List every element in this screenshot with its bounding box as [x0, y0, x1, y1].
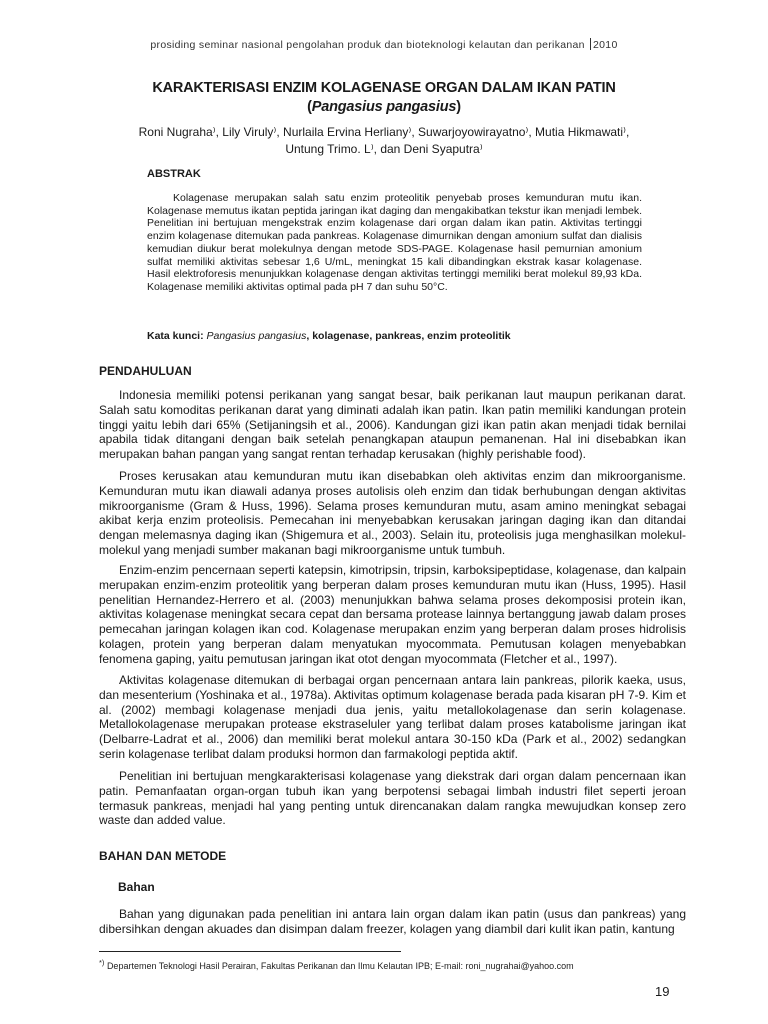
abstract-text: Kolagenase merupakan salah satu enzim proteolitik penyebab proses kemunduran mutu ikan. Kolagenase memutus ikatan peptida jaringan ikat daging dan mengakibatkan tekstur ikan menjadi lembek. Penelitian ini bertujuan mengekstrak enzim kolagenase dari organ dalam ikan patin. Aktivitas tertinggi enzim kolagenase ditemukan pada pankreas. Kolagenase dimurnikan dengan amonium sulfat dan dialisis kemudian diukur berat molekulnya dengan metode SDS-PAGE. Kolagenase hasil pemurnian amonium sulfat memiliki aktivitas sebesar 1,6 U/mL, meningkat 15 kali dibandingkan ekstrak kasar kolagenase. Hasil elektroforesis menunjukkan kolagenase dengan aktivitas tertinggi memiliki berat molekul 89,93 kDa. Kolagenase memiliki aktivitas optimal pada pH 7 dan suhu 50°C.	[147, 192, 642, 293]
footnote	[99, 958, 574, 971]
authors-line-1: Roni Nugraha⁾, Lily Viruly⁾, Nurlaila Ervina Herliany⁾, Suwarjoyowirayatno⁾, Mutia Hikmawati⁾,	[138, 125, 630, 139]
header-divider	[590, 38, 591, 50]
running-header-year: 2010	[593, 39, 618, 51]
paragraph-1: Indonesia memiliki potensi perikanan yang sangat besar, baik perikanan laut maupun perikanan darat. Salah satu komoditas perikanan darat yang diminati adalah ikan patin. Ikan patin memiliki kandungan protein tinggi yaitu lebih dari 65% (Setijaningsih et al., 2006). Kandungan gizi ikan patin akan menjadi tidak bernilai apabila tidak ditangani dengan baik setelah penangkapan ataupun pemanenan. Hal ini disebabkan ikan merupakan bahan pangan yang sangat rentan terhadap kerusakan (highly perishable food).	[99, 388, 686, 462]
paper-title	[60, 79, 708, 117]
footnote-divider	[99, 951, 401, 952]
running-header-text: prosiding seminar nasional pengolahan produk dan bioteknologi kelautan dan perikanan	[150, 39, 585, 51]
keywords-label: Kata kunci:	[147, 330, 204, 342]
subsection-heading-bahan: Bahan	[118, 880, 155, 894]
title-line-1: KARAKTERISASI ENZIM KOLAGENASE ORGAN DALAM IKAN PATIN	[152, 80, 616, 96]
footnote-marker: *)	[99, 958, 105, 967]
page-number: 19	[655, 984, 670, 999]
title-line-2	[60, 98, 708, 117]
author-list	[100, 124, 668, 158]
keywords-list: , kolagenase, pankreas, enzim proteolitik	[306, 330, 511, 342]
paragraph-5: Penelitian ini bertujuan mengkarakterisasi kolagenase yang diekstrak dari organ dalam pencernaan ikan patin. Pemanfaatan organ-organ tubuh ikan yang berpotensi sebagai limbah industri filet seperti jeroan termasuk pankreas, menjadi hal yang penting untuk direncanakan dalam rangka mewujudkan konsep zero waste dan added value.	[99, 769, 686, 828]
keywords	[147, 330, 642, 342]
section-heading-bahan-dan-metode: BAHAN DAN METODE	[99, 849, 227, 863]
paragraph-6: Bahan yang digunakan pada penelitian ini antara lain organ dalam ikan patin (usus dan pankreas) yang dibersihkan dengan akuades dan disimpan dalam freezer, kolagen yang diambil dari kulit ikan patin, kantung	[99, 907, 686, 936]
title-species: Pangasius pangasius	[311, 99, 457, 115]
paragraph-2: Proses kerusakan atau kemunduran mutu ikan disebabkan oleh aktivitas enzim dan mikroorganisme. Kemunduran mutu ikan diawali adanya proses autolisis oleh enzim dan tidak berhubungan dengan aktivitas mikroorganisme (Gram & Huss, 1996). Selama proses kemunduran mutu, asam amino meningkat sebagai akibat kerja enzim proteolisis. Pemecahan ini menyebabkan kerusakan jaringan daging ikan dan ditandai dengan melemasnya daging ikan (Shigemura et al., 2003). Selain itu, proteolisis juga menghasilkan molekul-molekul yang menjadi sumber makanan bagi mikroorganisme untuk tumbuh.	[99, 469, 686, 557]
title-paren-close: )	[456, 99, 461, 115]
paragraph-3: Enzim-enzim pencernaan seperti katepsin, kimotripsin, tripsin, karboksipeptidase, kolagenase, dan kalpain merupakan enzim-enzim proteolitik yang berperan dalam proses kemunduran mutu ikan (Huss, 1995). Hasil penelitian Hernandez-Herrero et al. (2003) menunjukkan bahwa selama proses dekomposisi protein ikan, aktivitas kolagenase meningkat secara cepat dan bersama protease lainnya bertanggung jawab dalam proses pemecahan jaringan kolagen ikan cod. Kolagenase merupakan enzim yang berperan dalam proses hidrolisis kolagen, protein yang berperan dalam menyatukan myocommata. Pemutusan kolagen menyebabkan fenomena gaping, yaitu pemutusan jaringan ikat otot dengan myocommata (Fletcher et al., 1997).	[99, 563, 686, 666]
section-heading-pendahuluan: PENDAHULUAN	[99, 364, 192, 378]
footnote-text: Departemen Teknologi Hasil Perairan, Fakultas Perikanan dan Ilmu Kelautan IPB; E-mail: roni_nugrahai@yahoo.com	[106, 961, 574, 971]
keywords-species: Pangasius pangasius	[206, 330, 307, 342]
running-header	[0, 38, 768, 51]
abstract-heading: ABSTRAK	[147, 168, 201, 180]
paragraph-4: Aktivitas kolagenase ditemukan di berbagai organ pencernaan antara lain pankreas, pilorik kaeka, usus, dan mesenterium (Yoshinaka et al., 1978a). Aktivitas optimum kolagenase berada pada kisaran pH 7-9. Kim et al. (2002) membagi kolagenase menjadi dua jenis, yaitu metallokolagenase dan serin kolagenase. Metallokolagenase merupakan protease ekstraseluler yang terlibat dalam proses katabolisme jaringan ikat (Delbarre-Ladrat et al., 2006) dan memiliki berat molekul antara 30-150 kDa (Park et al., 2002) sedangkan serin kolagenase terlibat dalam produksi hormon dan farmakologi peptida aktif.	[99, 673, 686, 761]
title-paren-open: (	[307, 99, 312, 115]
authors-line-2: Untung Trimo. L⁾, dan Deni Syaputra⁾	[285, 142, 483, 156]
